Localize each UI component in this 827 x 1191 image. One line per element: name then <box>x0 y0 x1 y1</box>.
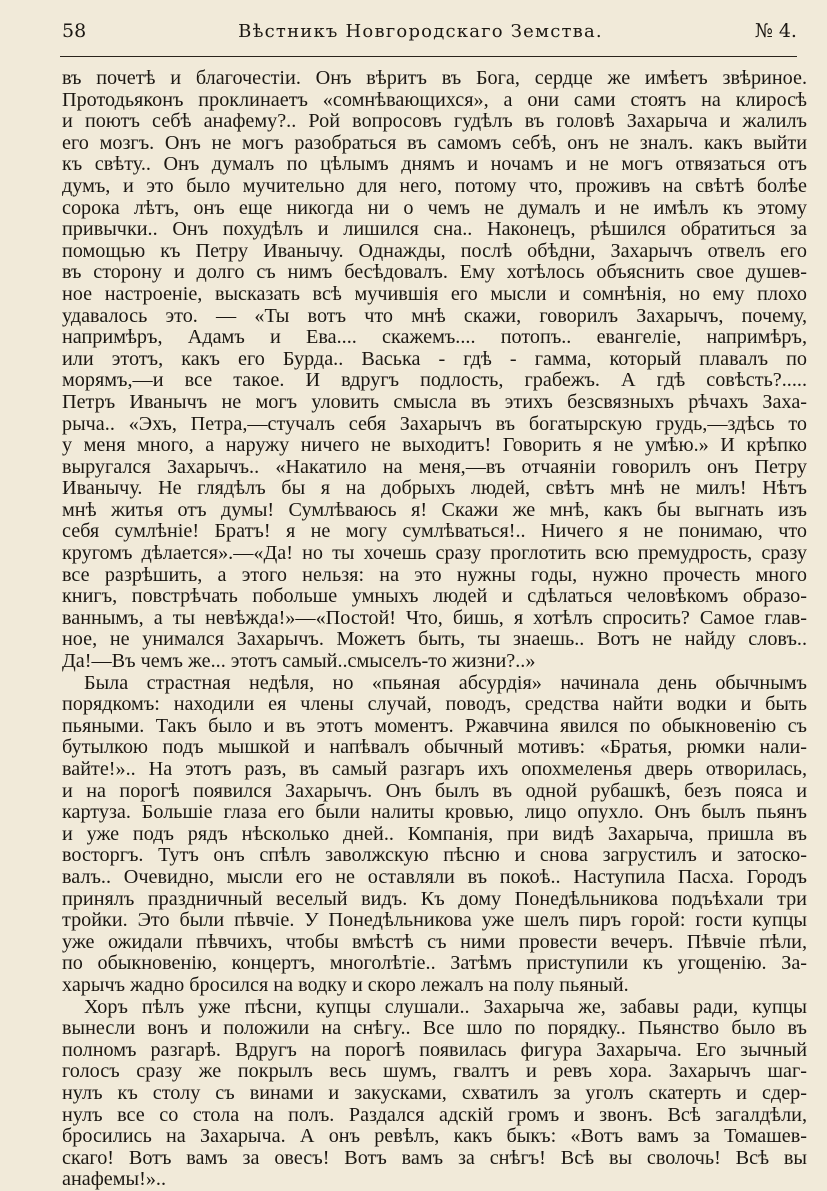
text-line: удавалось это. — «Ты вотъ что мнѣ скажи, говорилъ Захарычъ, почему, <box>62 305 807 327</box>
text-line: Да!—Въ чемъ же... этотъ самый..смыселъ-то жизни?..» <box>62 651 536 673</box>
text-line: скаго! Вотъ вамъ за овесъ! Вотъ вамъ за снѣгъ! Всѣ вы сволочь! Всѣ вы <box>62 1147 807 1169</box>
text-line: Протодьяконъ проклинаетъ «сомнѣвающихся», а они сами стоятъ на клиросѣ <box>62 89 807 111</box>
text-line: рыча.. «Эхъ, Петра,—стучалъ себя Захарычъ въ богатырскую грудь,—здѣсь то <box>62 413 807 435</box>
text-line: харычъ жадно бросился на водку и скоро лежалъ на полу пьяный. <box>62 974 629 996</box>
text-line: восторгъ. Тутъ онъ спѣлъ заволжскую пѣсню и снова загрустилъ и затоско- <box>62 845 807 867</box>
text-line: ное, не унимался Захарычъ. Можетъ быть, ты знаешь.. Вотъ не найду словъ.. <box>62 629 807 651</box>
page-number: 58 <box>62 20 87 42</box>
text-line: валъ.. Очевидно, мысли его не оставляли въ покоѣ.. Наступила Пасха. Городъ <box>62 866 807 888</box>
text-line: тройки. Это были пѣвчіе. У Понедѣльникова уже шелъ пиръ горой: гости купцы <box>62 910 807 932</box>
text-line: и поютъ себѣ анафему?.. Рой вопросовъ гудѣлъ въ головѣ Захарыча и жалилъ <box>62 111 807 133</box>
text-line: кругомъ дѣлается».—«Да! но ты хочешь сразу проглотить всю премудрость, сразу <box>62 543 807 565</box>
text-line: анафемы!».. <box>62 1169 167 1191</box>
text-line: вайте!».. На этотъ разъ, въ самый разгаръ ихъ опохмеленья дверь отворилась, <box>62 759 807 780</box>
text-line: къ свѣту.. Онъ думалъ по цѣлымъ днямъ и ночамъ и не могъ отвязаться отъ <box>62 154 807 176</box>
journal-title: Вѣстникъ Новгородскаго Земства. <box>238 21 603 42</box>
text-line: полномъ разгарѣ. Вдругъ на порогѣ появилась фигура Захарыча. Его зычный <box>62 1039 807 1061</box>
paragraph <box>62 673 807 997</box>
text-line: бутылкою подъ мышкой и напѣвалъ обычный мотивъ: «Братья, рюмки нали- <box>62 737 807 759</box>
text-line: думъ, и это было мучительно для него, потому что, проживъ на свѣтѣ болѣе <box>62 175 807 197</box>
text-line: привычки.. Онъ похудѣлъ и лишился сна.. Наконецъ, рѣшился обратиться за <box>62 219 807 241</box>
text-line: мнѣ житья отъ думы! Сумлѣваюсь я! Скажи же мнѣ, какъ бы выгнать изъ <box>62 499 807 521</box>
header-rule <box>60 56 797 57</box>
text-line: у меня много, а наружу ничего не выходитъ! Говорить я не умѣю.» И крѣпко <box>62 435 807 457</box>
text-line: бросились на Захарыча. А онъ ревѣлъ, какъ быкъ: «Вотъ вамъ за Томашев- <box>62 1126 807 1148</box>
text-line: или этотъ, какъ его Бурда.. Васька - гдѣ - гамма, который плавалъ по <box>62 348 807 370</box>
text-line: помощью къ Петру Иванычу. Однажды, послѣ обѣдни, Захарычъ отвелъ его <box>62 240 807 262</box>
text-line: сорока лѣтъ, онъ еще никогда ни о чемъ не думалъ и не имѣлъ къ этому <box>62 197 807 219</box>
text-line: напримѣръ, Адамъ и Ева.... скажемъ.... потопъ.. евангеліе, напримѣръ, <box>62 327 807 349</box>
page-header <box>62 20 797 48</box>
text-line: все разрѣшить, а этого нельзя: на это нужны годы, нужно прочесть много <box>62 564 807 586</box>
text-line: Иванычу. Не глядѣлъ бы я на добрыхъ людей, свѣтъ мнѣ не милъ! Нѣтъ <box>62 478 807 500</box>
paragraph <box>62 997 807 1191</box>
text-line: вынесли вонъ и положили на снѣгу.. Все шло по порядку.. Пьянство было въ <box>62 1018 807 1040</box>
text-line: ное настроеніе, высказать всѣ мучившія его мысли и сомнѣнія, но ему плохо <box>62 283 807 305</box>
text-line: уже ожидали пѣвчихъ, чтобы вмѣстѣ съ ними провести вечеръ. Пѣвчіе пѣли, <box>62 931 807 953</box>
text-line: порядкомъ: находили ея члены случай, поводъ, средства найти водки и быть <box>62 694 807 716</box>
text-line: въ почетѣ и благочестіи. Онъ вѣритъ въ Бога, сердце же имѣетъ звѣриное. <box>62 68 807 89</box>
text-line: въ сторону и долго съ нимъ бесѣдовалъ. Ему хотѣлось объяснить свое душев- <box>62 262 807 284</box>
text-line: Петръ Иванычъ не могъ уловить смысла въ этихъ безсвязныхъ рѣчахъ Заха- <box>62 391 807 413</box>
text-line: морямъ,—и все такое. И вдругъ подлость, грабежъ. А гдѣ совѣсть?..... <box>62 370 807 392</box>
text-line: нулъ все со стола на полъ. Раздался адскій громъ и звонъ. Всѣ загалдѣли, <box>62 1104 807 1126</box>
paragraph <box>62 68 807 673</box>
article-body <box>62 68 807 1191</box>
issue-number: № 4. <box>754 20 797 42</box>
text-line: принялъ праздничный веселый видъ. Къ дому Понедѣльникова подъѣхали три <box>62 888 807 910</box>
text-line: картуза. Большіе глаза его были налиты кровью, лицо опухло. Онъ былъ пьянъ <box>62 802 807 824</box>
text-line: по обыкновенію, концертъ, многолѣтіе.. Затѣмъ приступили къ угощенію. За- <box>62 953 807 975</box>
text-line: выругался Захарычъ.. «Накатило на меня,—въ отчаяніи говорилъ онъ Петру <box>62 456 807 478</box>
text-line: и на порогѣ появился Захарычъ. Онъ былъ въ одной рубашкѣ, безъ пояса и <box>62 780 807 802</box>
text-line: книгъ, повстрѣчать побольше умныхъ людей и сдѣлаться человѣкомъ образо- <box>62 586 807 608</box>
text-line: голосъ сразу же покрылъ весь шумъ, гвалтъ и ревъ хора. Захарычъ шаг- <box>62 1061 807 1083</box>
text-line: и уже подъ рядъ нѣсколько дней.. Компанія, при видѣ Захарыча, пришла въ <box>62 823 807 845</box>
text-line: себя сумлѣніе! Братъ! я не могу сумлѣваться!.. Ничего я не понимаю, что <box>62 521 807 543</box>
text-line: пьяными. Такъ было и въ этотъ моментъ. Ржавчина явился по обыкновенію съ <box>62 715 807 737</box>
text-line: нулъ къ столу съ винами и закусками, схватилъ за уголъ скатерть и сдер- <box>62 1082 807 1104</box>
text-line: Была страстная недѣля, но «пьяная абсурдія» начинала день обычнымъ <box>84 672 807 694</box>
text-line: Хоръ пѣлъ уже пѣсни, купцы слушали.. Захарыча же, забавы ради, купцы <box>84 996 807 1018</box>
text-line: ваннымъ, а ты невѣжда!»—«Постой! Что, бишь, я хотѣлъ спросить? Самое глав- <box>62 607 807 629</box>
text-line: его мозгъ. Онъ не могъ разобраться въ самомъ себѣ, онъ не зналъ. какъ выйти <box>62 132 807 154</box>
